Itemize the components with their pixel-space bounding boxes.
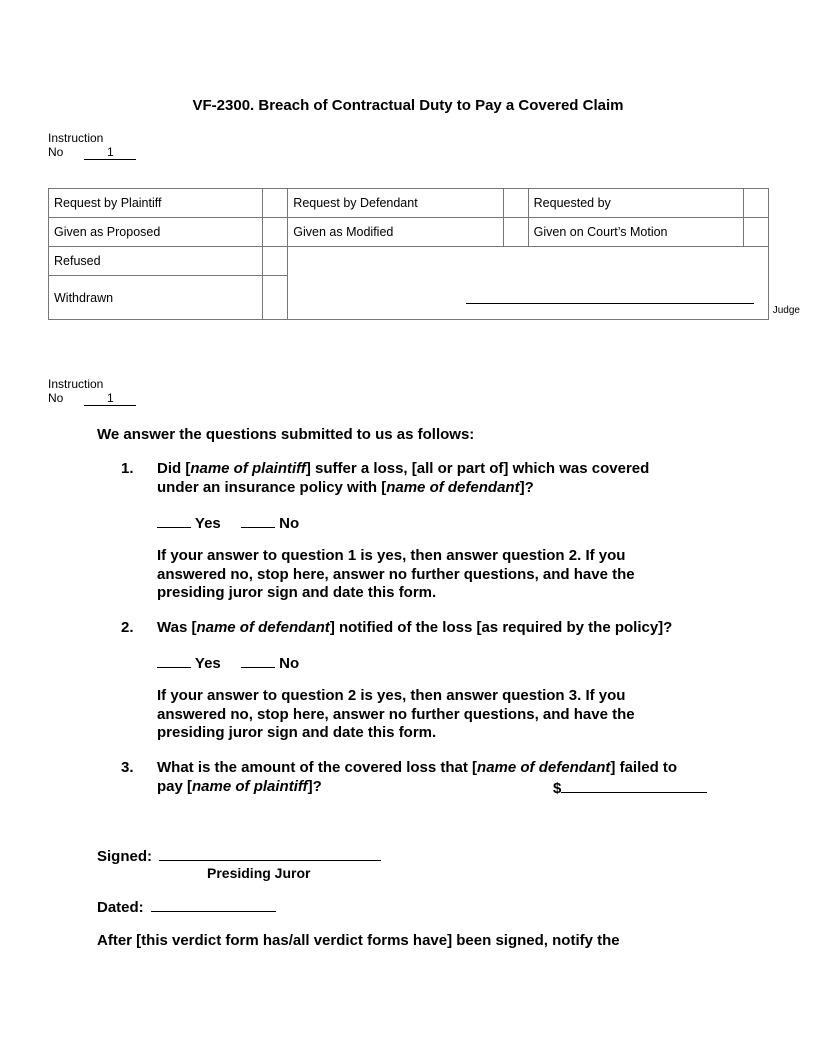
given-on-courts-motion-checkbox[interactable] (744, 218, 769, 247)
followup-instruction-1: If your answer to question 1 is yes, then answer question 2. If you answered no, stop here, answer no further questions, and have the presiding juror sign and date this form. (157, 547, 635, 601)
question-number: 1. (121, 460, 134, 477)
withdrawn-label: Withdrawn (49, 276, 263, 320)
answer-choices-1 (157, 513, 299, 534)
requested-by-label: Requested by (528, 189, 743, 218)
judge-signature-line (466, 303, 754, 304)
no-answer-blank[interactable] (241, 513, 275, 528)
loss-amount-field (553, 778, 707, 799)
request-by-plaintiff-label: Request by Plaintiff (49, 189, 263, 218)
signed-label: Signed: (97, 848, 152, 865)
dollar-sign: $ (553, 780, 562, 797)
dated-label: Dated: (97, 899, 144, 916)
instruction-no-value: 1 (84, 392, 136, 406)
instruction-number-top (48, 131, 136, 160)
instruction-label: Instruction (48, 377, 104, 391)
yes-label: Yes (194, 655, 221, 672)
verdict-intro: We answer the questions submitted to us as follows: (97, 426, 475, 443)
question-text: What is the amount of the covered loss that [name of defendant] failed to pay [name of plaintiff]? (157, 759, 678, 795)
refused-label: Refused (49, 247, 263, 276)
closing-instruction: After [this verdict form has/all verdict forms have] been signed, notify the (97, 932, 620, 949)
loss-amount-blank[interactable] (561, 778, 707, 793)
instruction-no-label: No (48, 145, 64, 159)
question-text: Was [name of defendant] notified of the loss [as required by the policy]? (157, 619, 673, 636)
question-number: 3. (121, 759, 134, 776)
no-label: No (279, 655, 300, 672)
yes-answer-blank[interactable] (157, 513, 191, 528)
given-as-modified-label: Given as Modified (288, 218, 503, 247)
no-label: No (279, 515, 300, 532)
given-as-proposed-checkbox[interactable] (263, 218, 288, 247)
signature-blank[interactable] (159, 846, 381, 861)
given-as-proposed-label: Given as Proposed (49, 218, 263, 247)
yes-answer-blank[interactable] (157, 653, 191, 668)
answer-choices-2 (157, 653, 299, 674)
presiding-juror-label: Presiding Juror (207, 865, 311, 881)
judge-signature-area[interactable] (288, 247, 769, 320)
date-blank[interactable] (151, 897, 276, 912)
request-by-defendant-label: Request by Defendant (288, 189, 503, 218)
followup-instruction-2: If your answer to question 2 is yes, then answer question 3. If you answered no, stop here, answer no further questions, and have the presiding juror sign and date this form. (157, 687, 635, 741)
given-on-courts-motion-label: Given on Court’s Motion (528, 218, 743, 247)
page-title: VF-2300. Breach of Contractual Duty to Pay a Covered Claim (192, 97, 624, 114)
request-status-table (48, 188, 769, 320)
question-number: 2. (121, 619, 134, 636)
instruction-no-label: No (48, 391, 64, 405)
yes-label: Yes (194, 515, 221, 532)
dated-row (97, 897, 276, 918)
request-by-plaintiff-checkbox[interactable] (263, 189, 288, 218)
no-answer-blank[interactable] (241, 653, 275, 668)
instruction-number-bottom (48, 377, 136, 406)
requested-by-checkbox[interactable] (744, 189, 769, 218)
instruction-no-value: 1 (84, 146, 136, 160)
instruction-label: Instruction (48, 131, 104, 145)
request-by-defendant-checkbox[interactable] (503, 189, 528, 218)
judge-label: Judge (772, 305, 800, 316)
refused-checkbox[interactable] (263, 247, 288, 276)
question-text: Did [name of plaintiff] suffer a loss, [all or part of] which was covered under an insurance policy with [name of defendant]? (157, 460, 650, 496)
given-as-modified-checkbox[interactable] (503, 218, 528, 247)
withdrawn-checkbox[interactable] (263, 276, 288, 320)
